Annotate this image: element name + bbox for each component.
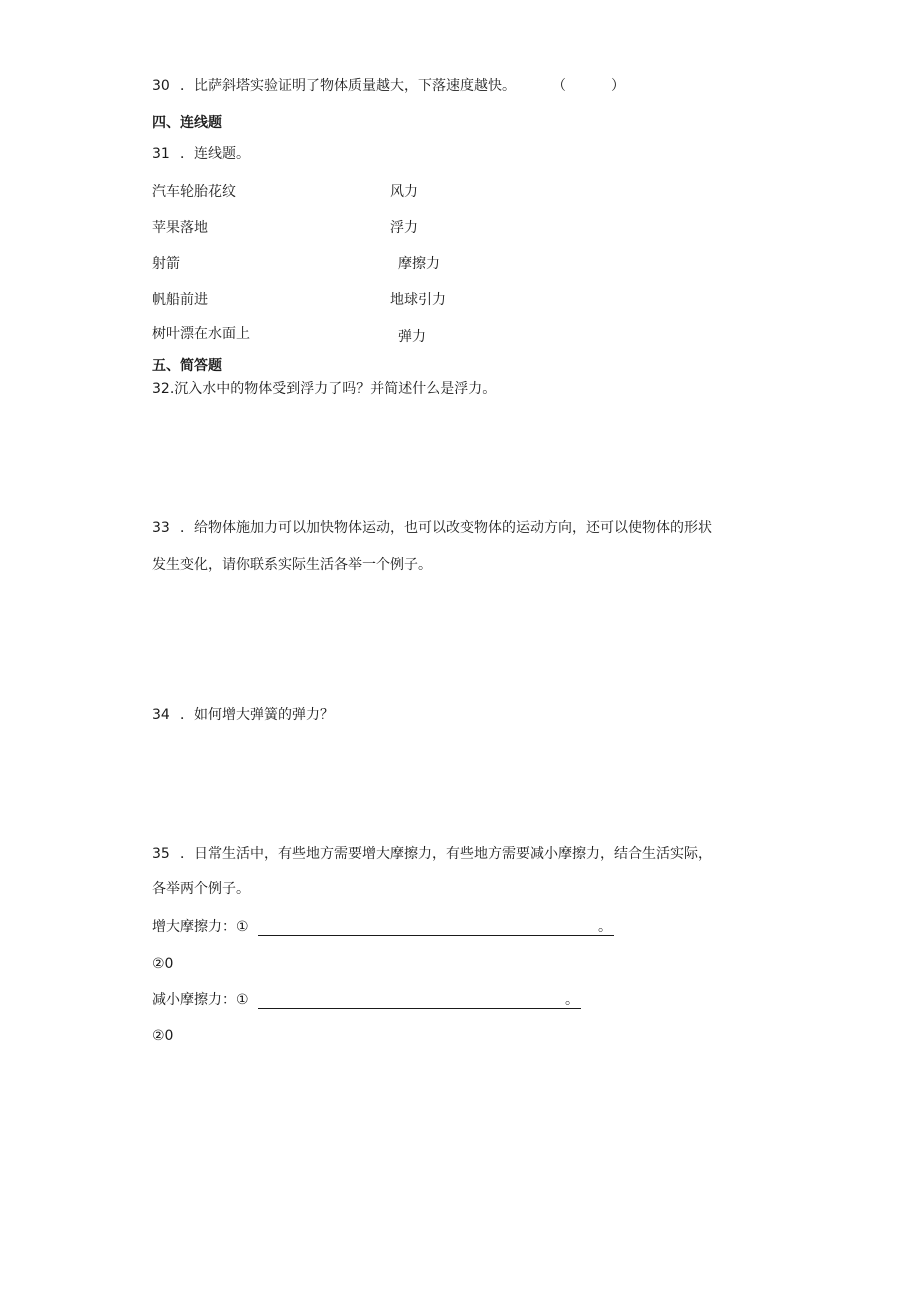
- q32-text: 32.沉入水中的物体受到浮力了吗？并简述什么是浮力。: [152, 381, 497, 397]
- match-left-item: 射箭: [152, 256, 180, 272]
- decrease-friction-item-2: ②0: [152, 1028, 174, 1044]
- q30-answer-paren-open: （: [552, 78, 566, 94]
- match-left-item: 帆船前进: [152, 292, 208, 308]
- q33-number: 33: [152, 520, 170, 536]
- section-4-title: 四、连线题: [152, 115, 222, 131]
- match-right-item: 风力: [390, 184, 418, 200]
- q35-line1: ．日常生活中，有些地方需要增大摩擦力，有些地方需要减小摩擦力，结合生活实际，: [180, 846, 712, 862]
- increase-friction-label: 增大摩擦力：①: [152, 919, 249, 935]
- match-right-item: 地球引力: [390, 292, 446, 308]
- q30-number: 30: [152, 78, 170, 94]
- match-right-item: 摩擦力: [398, 256, 440, 272]
- decrease-friction-label: 减小摩擦力：①: [152, 992, 249, 1008]
- decrease-friction-answer-line[interactable]: [258, 990, 581, 1009]
- increase-friction-item-2: ②0: [152, 956, 174, 972]
- q33-line2: 发生变化，请你联系实际生活各举一个例子。: [152, 557, 432, 573]
- increase-friction-end: 。: [598, 919, 612, 935]
- q30-answer-paren-close: ）: [611, 78, 625, 94]
- match-right-item: 浮力: [390, 220, 418, 236]
- q31-text: ．连线题。: [180, 146, 250, 162]
- match-left-item: 苹果落地: [152, 220, 208, 236]
- increase-friction-answer-line[interactable]: [258, 917, 614, 936]
- match-right-item: 弹力: [398, 329, 426, 345]
- q31-number: 31: [152, 146, 170, 162]
- section-5-title: 五、简答题: [152, 358, 222, 374]
- match-left-item: 汽车轮胎花纹: [152, 184, 236, 200]
- match-left-item: 树叶漂在水面上: [152, 326, 250, 342]
- q33-line1: ．给物体施加力可以加快物体运动，也可以改变物体的运动方向，还可以使物体的形状: [180, 520, 712, 536]
- decrease-friction-end: 。: [565, 992, 579, 1008]
- q35-number: 35: [152, 846, 170, 862]
- q30-text: ．比萨斜塔实验证明了物体质量越大，下落速度越快。: [180, 78, 516, 94]
- q35-line2: 各举两个例子。: [152, 881, 250, 897]
- q34-number: 34: [152, 707, 170, 723]
- q34-text: ．如何增大弹簧的弹力？: [180, 707, 334, 723]
